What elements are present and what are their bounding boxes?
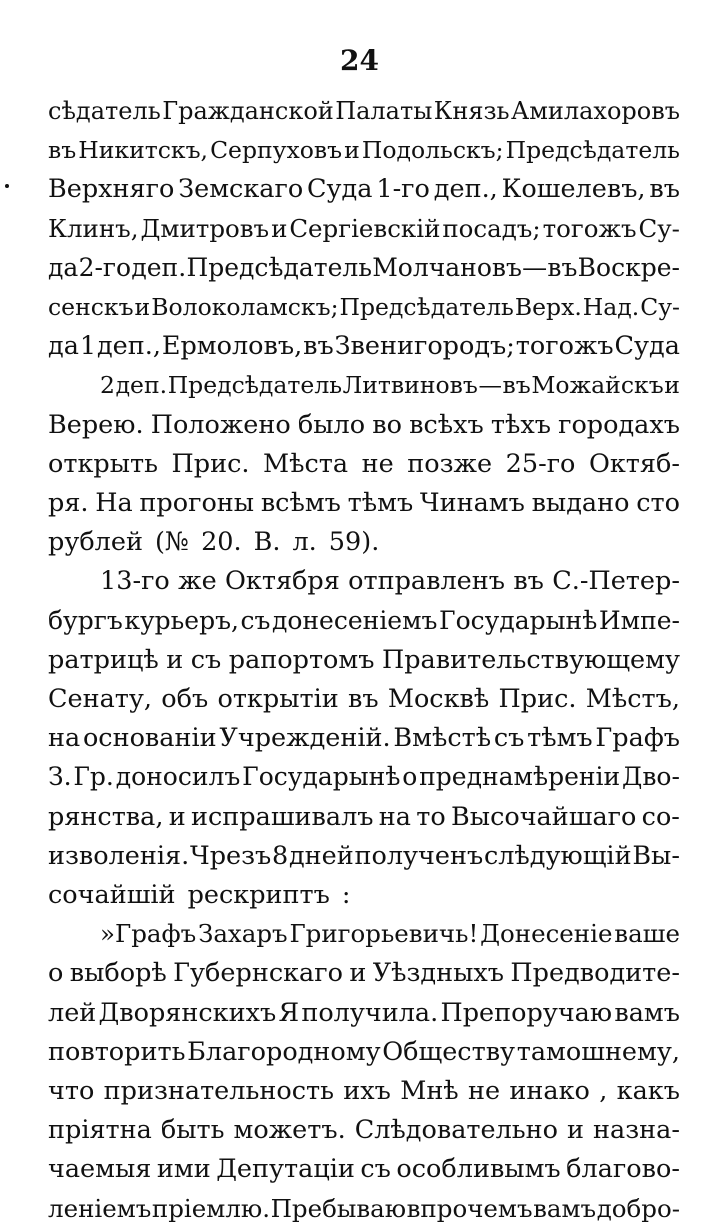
word: объ bbox=[161, 684, 209, 714]
word: впрочемъ bbox=[406, 1193, 533, 1223]
word: особливымъ bbox=[396, 1154, 561, 1185]
text-line bbox=[48, 1190, 680, 1228]
text-line bbox=[48, 1150, 680, 1188]
word: сѣдатель bbox=[48, 97, 161, 125]
word: рескриптъ bbox=[187, 880, 330, 910]
word: посадъ; bbox=[442, 213, 541, 243]
word: 1-го bbox=[376, 174, 430, 205]
word: Донесеніе bbox=[480, 919, 613, 949]
word: пріемлю. bbox=[151, 1193, 271, 1223]
word: выдано bbox=[531, 488, 630, 518]
word: Су- bbox=[638, 213, 680, 243]
word: З. bbox=[48, 762, 72, 792]
word: Учрежденій. bbox=[219, 723, 391, 754]
word: то bbox=[416, 801, 446, 832]
word: Депутаціи bbox=[216, 1154, 355, 1185]
word: Чинамъ bbox=[419, 488, 525, 518]
word: вамъ bbox=[533, 1193, 597, 1223]
word: 59). bbox=[328, 527, 380, 558]
text-line bbox=[48, 1033, 680, 1071]
word: Григорьевичь! bbox=[289, 919, 479, 949]
word: Верх. bbox=[514, 293, 582, 321]
word: Слѣдовательно bbox=[354, 1115, 559, 1146]
word: Пребываю bbox=[270, 1193, 407, 1223]
word: въ bbox=[48, 136, 77, 165]
word: какъ bbox=[616, 1076, 680, 1106]
text-line bbox=[48, 602, 680, 640]
word: ихъ bbox=[343, 1076, 391, 1106]
word: Литвиновъ bbox=[342, 371, 478, 400]
word: съ bbox=[190, 644, 222, 675]
word: Волоколамскъ; bbox=[151, 293, 339, 321]
text-line bbox=[48, 170, 680, 208]
word: Положено bbox=[150, 409, 291, 440]
word: Никитскъ, bbox=[78, 136, 209, 165]
word: да bbox=[48, 252, 79, 282]
word: добро- bbox=[596, 1193, 680, 1223]
text-line bbox=[48, 210, 680, 248]
word: отправленъ bbox=[348, 566, 505, 597]
word: Государынѣ bbox=[439, 605, 598, 635]
word: деп. bbox=[131, 252, 187, 282]
word: лей bbox=[48, 997, 97, 1028]
word: въ bbox=[348, 684, 379, 714]
word: 13-го bbox=[100, 566, 170, 597]
word: Верею. bbox=[48, 409, 144, 440]
word: Дво- bbox=[622, 762, 680, 792]
word: курьеръ, bbox=[124, 605, 239, 635]
word: бургъ bbox=[48, 605, 123, 635]
word: и bbox=[567, 1115, 585, 1146]
text-line bbox=[48, 719, 680, 757]
word: В. bbox=[253, 527, 281, 558]
word: Чрезъ bbox=[189, 840, 272, 871]
word: благово- bbox=[566, 1154, 680, 1185]
text-line bbox=[48, 484, 680, 522]
word: съ bbox=[240, 605, 271, 635]
word: Предсѣдатель bbox=[186, 252, 372, 282]
word: деп., bbox=[433, 174, 498, 205]
word: Уѣздныхъ bbox=[372, 958, 505, 989]
text-line bbox=[48, 680, 680, 718]
word: Сергіевскій bbox=[289, 213, 441, 243]
word: Князь bbox=[433, 97, 510, 125]
word: въ bbox=[649, 174, 680, 205]
word: Вы- bbox=[632, 840, 680, 871]
word: Прис. bbox=[171, 448, 250, 479]
word: Подольскъ; bbox=[361, 136, 504, 165]
word: Суда bbox=[614, 331, 680, 362]
word: 2-го bbox=[78, 252, 132, 282]
word: не bbox=[361, 448, 394, 479]
text-line bbox=[48, 523, 680, 561]
word: Кошелевъ, bbox=[501, 174, 646, 205]
word: о bbox=[402, 762, 418, 792]
word: доносилъ bbox=[115, 762, 241, 792]
word: во bbox=[372, 409, 402, 440]
word: 25-го bbox=[505, 448, 576, 479]
word: сто bbox=[636, 488, 680, 518]
word: С.-Петер- bbox=[552, 566, 680, 597]
word: Октяб- bbox=[588, 448, 680, 479]
word: сенскъ bbox=[48, 293, 134, 321]
word: Клинъ, bbox=[48, 213, 139, 243]
word: вамъ bbox=[614, 997, 680, 1028]
word: донесеніемъ bbox=[271, 605, 438, 635]
word: Мѣста bbox=[263, 448, 349, 479]
word: дней bbox=[288, 840, 354, 871]
word: съ bbox=[493, 723, 525, 754]
word: Верхняго bbox=[48, 174, 175, 205]
word: основаніи bbox=[82, 723, 217, 754]
word: Воскре- bbox=[577, 252, 680, 282]
text-line bbox=[48, 327, 680, 365]
text-line bbox=[100, 562, 680, 600]
text-line bbox=[48, 954, 680, 992]
word: Предводите- bbox=[510, 958, 680, 989]
text-line bbox=[48, 758, 680, 796]
word: 20. bbox=[201, 527, 242, 558]
word: въ bbox=[303, 331, 334, 362]
word: быть bbox=[160, 1115, 225, 1146]
word: Над. bbox=[582, 293, 640, 321]
word: Правительствующему bbox=[381, 644, 680, 675]
word: на bbox=[378, 801, 411, 832]
word: въ bbox=[502, 371, 531, 400]
text-line bbox=[100, 366, 680, 404]
word: л. bbox=[292, 527, 317, 558]
word: Гражданской bbox=[162, 97, 334, 125]
word: Су- bbox=[640, 293, 680, 321]
word: , bbox=[599, 1076, 608, 1106]
text-line bbox=[48, 1111, 680, 1149]
word: въ bbox=[547, 252, 578, 282]
word: чаемыя bbox=[48, 1154, 152, 1185]
word: Амилахоровъ bbox=[511, 97, 680, 125]
word: Москвѣ bbox=[387, 684, 490, 714]
word: Суда bbox=[307, 174, 373, 205]
word: рапортомъ bbox=[228, 644, 375, 675]
word: Мнѣ bbox=[400, 1076, 459, 1106]
word: Вмѣстѣ bbox=[393, 723, 492, 754]
word: сочайшій bbox=[48, 880, 176, 910]
word: деп., bbox=[96, 331, 161, 362]
word: Предсѣдатель bbox=[505, 136, 680, 165]
word: всѣмъ bbox=[260, 488, 341, 518]
word: что bbox=[48, 1076, 95, 1106]
word: — bbox=[522, 252, 548, 282]
text-line bbox=[48, 406, 680, 444]
page-number: 24 bbox=[340, 44, 379, 77]
word: съ bbox=[360, 1154, 391, 1185]
word: Сенату, bbox=[48, 684, 153, 714]
word: Графъ bbox=[595, 723, 680, 754]
word: полученъ bbox=[354, 840, 484, 871]
word: леніемъ bbox=[48, 1193, 152, 1223]
text-line bbox=[48, 92, 680, 130]
word: открыть bbox=[48, 448, 159, 479]
word: и bbox=[168, 801, 186, 832]
word: Препоручаю bbox=[440, 997, 613, 1028]
word: 1 bbox=[79, 331, 97, 362]
word: ратрицѣ bbox=[48, 644, 159, 675]
word: и bbox=[344, 136, 360, 165]
word: Высочайшаго bbox=[451, 801, 637, 832]
word: повторить bbox=[48, 1036, 186, 1067]
word: признательность bbox=[103, 1076, 334, 1106]
word: Земскаго bbox=[178, 174, 304, 205]
word: 8 bbox=[271, 840, 289, 871]
word: испрашивалъ bbox=[191, 801, 374, 832]
word: о bbox=[48, 958, 64, 989]
word: Ермоловъ, bbox=[161, 331, 303, 362]
word: въ bbox=[513, 566, 544, 597]
word: Дмитровъ bbox=[140, 213, 270, 243]
word: Октября bbox=[225, 566, 340, 597]
word: Гр. bbox=[73, 762, 114, 792]
word: Благородному bbox=[187, 1036, 381, 1067]
word: позже bbox=[407, 448, 493, 479]
word: тѣхъ bbox=[490, 409, 551, 440]
word: тогожъ bbox=[542, 213, 637, 243]
word: тѣмъ bbox=[527, 723, 593, 754]
word: выборѣ bbox=[69, 958, 167, 989]
word: Государынѣ bbox=[242, 762, 401, 792]
word: Обществу bbox=[382, 1036, 516, 1067]
text-line bbox=[48, 641, 680, 679]
word: со- bbox=[641, 801, 680, 832]
word: Молчановъ bbox=[372, 252, 522, 282]
word: и bbox=[166, 644, 184, 675]
word: »Графъ bbox=[100, 919, 197, 949]
word: Импе- bbox=[598, 605, 680, 635]
text-line bbox=[48, 798, 680, 836]
word: Захаръ bbox=[198, 919, 288, 949]
word: тѣмъ bbox=[347, 488, 414, 518]
word: 2 bbox=[100, 371, 115, 400]
word: Я bbox=[278, 997, 300, 1028]
text-line bbox=[48, 994, 680, 1032]
word: всѣхъ bbox=[409, 409, 484, 440]
word: Предсѣдатель bbox=[167, 371, 343, 400]
word: и bbox=[664, 371, 680, 400]
word: на bbox=[48, 723, 81, 754]
word: На bbox=[95, 488, 133, 518]
word: Прис. bbox=[498, 684, 577, 714]
word: да bbox=[48, 331, 79, 362]
word: прогоны bbox=[139, 488, 255, 518]
word: инако bbox=[509, 1076, 590, 1106]
text-line bbox=[48, 445, 680, 483]
word: рянства, bbox=[48, 801, 164, 832]
word: пріятна bbox=[48, 1115, 152, 1146]
word: тамошнему, bbox=[516, 1036, 680, 1067]
text-line bbox=[48, 876, 680, 914]
word: получила. bbox=[301, 997, 439, 1028]
text-line bbox=[48, 1072, 680, 1110]
word: Звенигородъ; bbox=[334, 331, 515, 362]
word: открытіи bbox=[217, 684, 339, 714]
word: и bbox=[349, 958, 367, 989]
word: — bbox=[478, 371, 502, 400]
word: и bbox=[134, 293, 151, 321]
word: (№ bbox=[154, 527, 190, 558]
word: изволенія. bbox=[48, 840, 190, 871]
text-line bbox=[100, 915, 680, 953]
text-line bbox=[48, 837, 680, 875]
text-line bbox=[48, 288, 680, 326]
word: и bbox=[271, 213, 288, 243]
word: слѣдующій bbox=[483, 840, 632, 871]
word: Предсѣдатель bbox=[339, 293, 514, 321]
word: тогожъ bbox=[515, 331, 614, 362]
word: ими bbox=[156, 1154, 211, 1185]
word: ря. bbox=[48, 488, 89, 518]
word: Губернскаго bbox=[173, 958, 343, 989]
word: : bbox=[341, 880, 351, 910]
word: можетъ. bbox=[233, 1115, 346, 1146]
word: Мѣстъ, bbox=[585, 684, 680, 714]
word: Можайскъ bbox=[531, 371, 664, 400]
word: Дворянскихъ bbox=[98, 997, 277, 1028]
word: же bbox=[178, 566, 217, 597]
word: рублей bbox=[48, 527, 143, 558]
ink-speck bbox=[5, 184, 9, 188]
word: городахъ bbox=[558, 409, 680, 440]
word: преднамѣреніи bbox=[419, 762, 621, 792]
word: деп. bbox=[115, 371, 168, 400]
text-line bbox=[48, 249, 680, 287]
word: Серпуховъ bbox=[210, 136, 343, 165]
word: Палаты bbox=[335, 97, 433, 125]
text-line bbox=[48, 131, 680, 169]
word: было bbox=[297, 409, 366, 440]
word: ваше bbox=[614, 919, 680, 949]
word: не bbox=[468, 1076, 501, 1106]
word: назна- bbox=[593, 1115, 680, 1146]
